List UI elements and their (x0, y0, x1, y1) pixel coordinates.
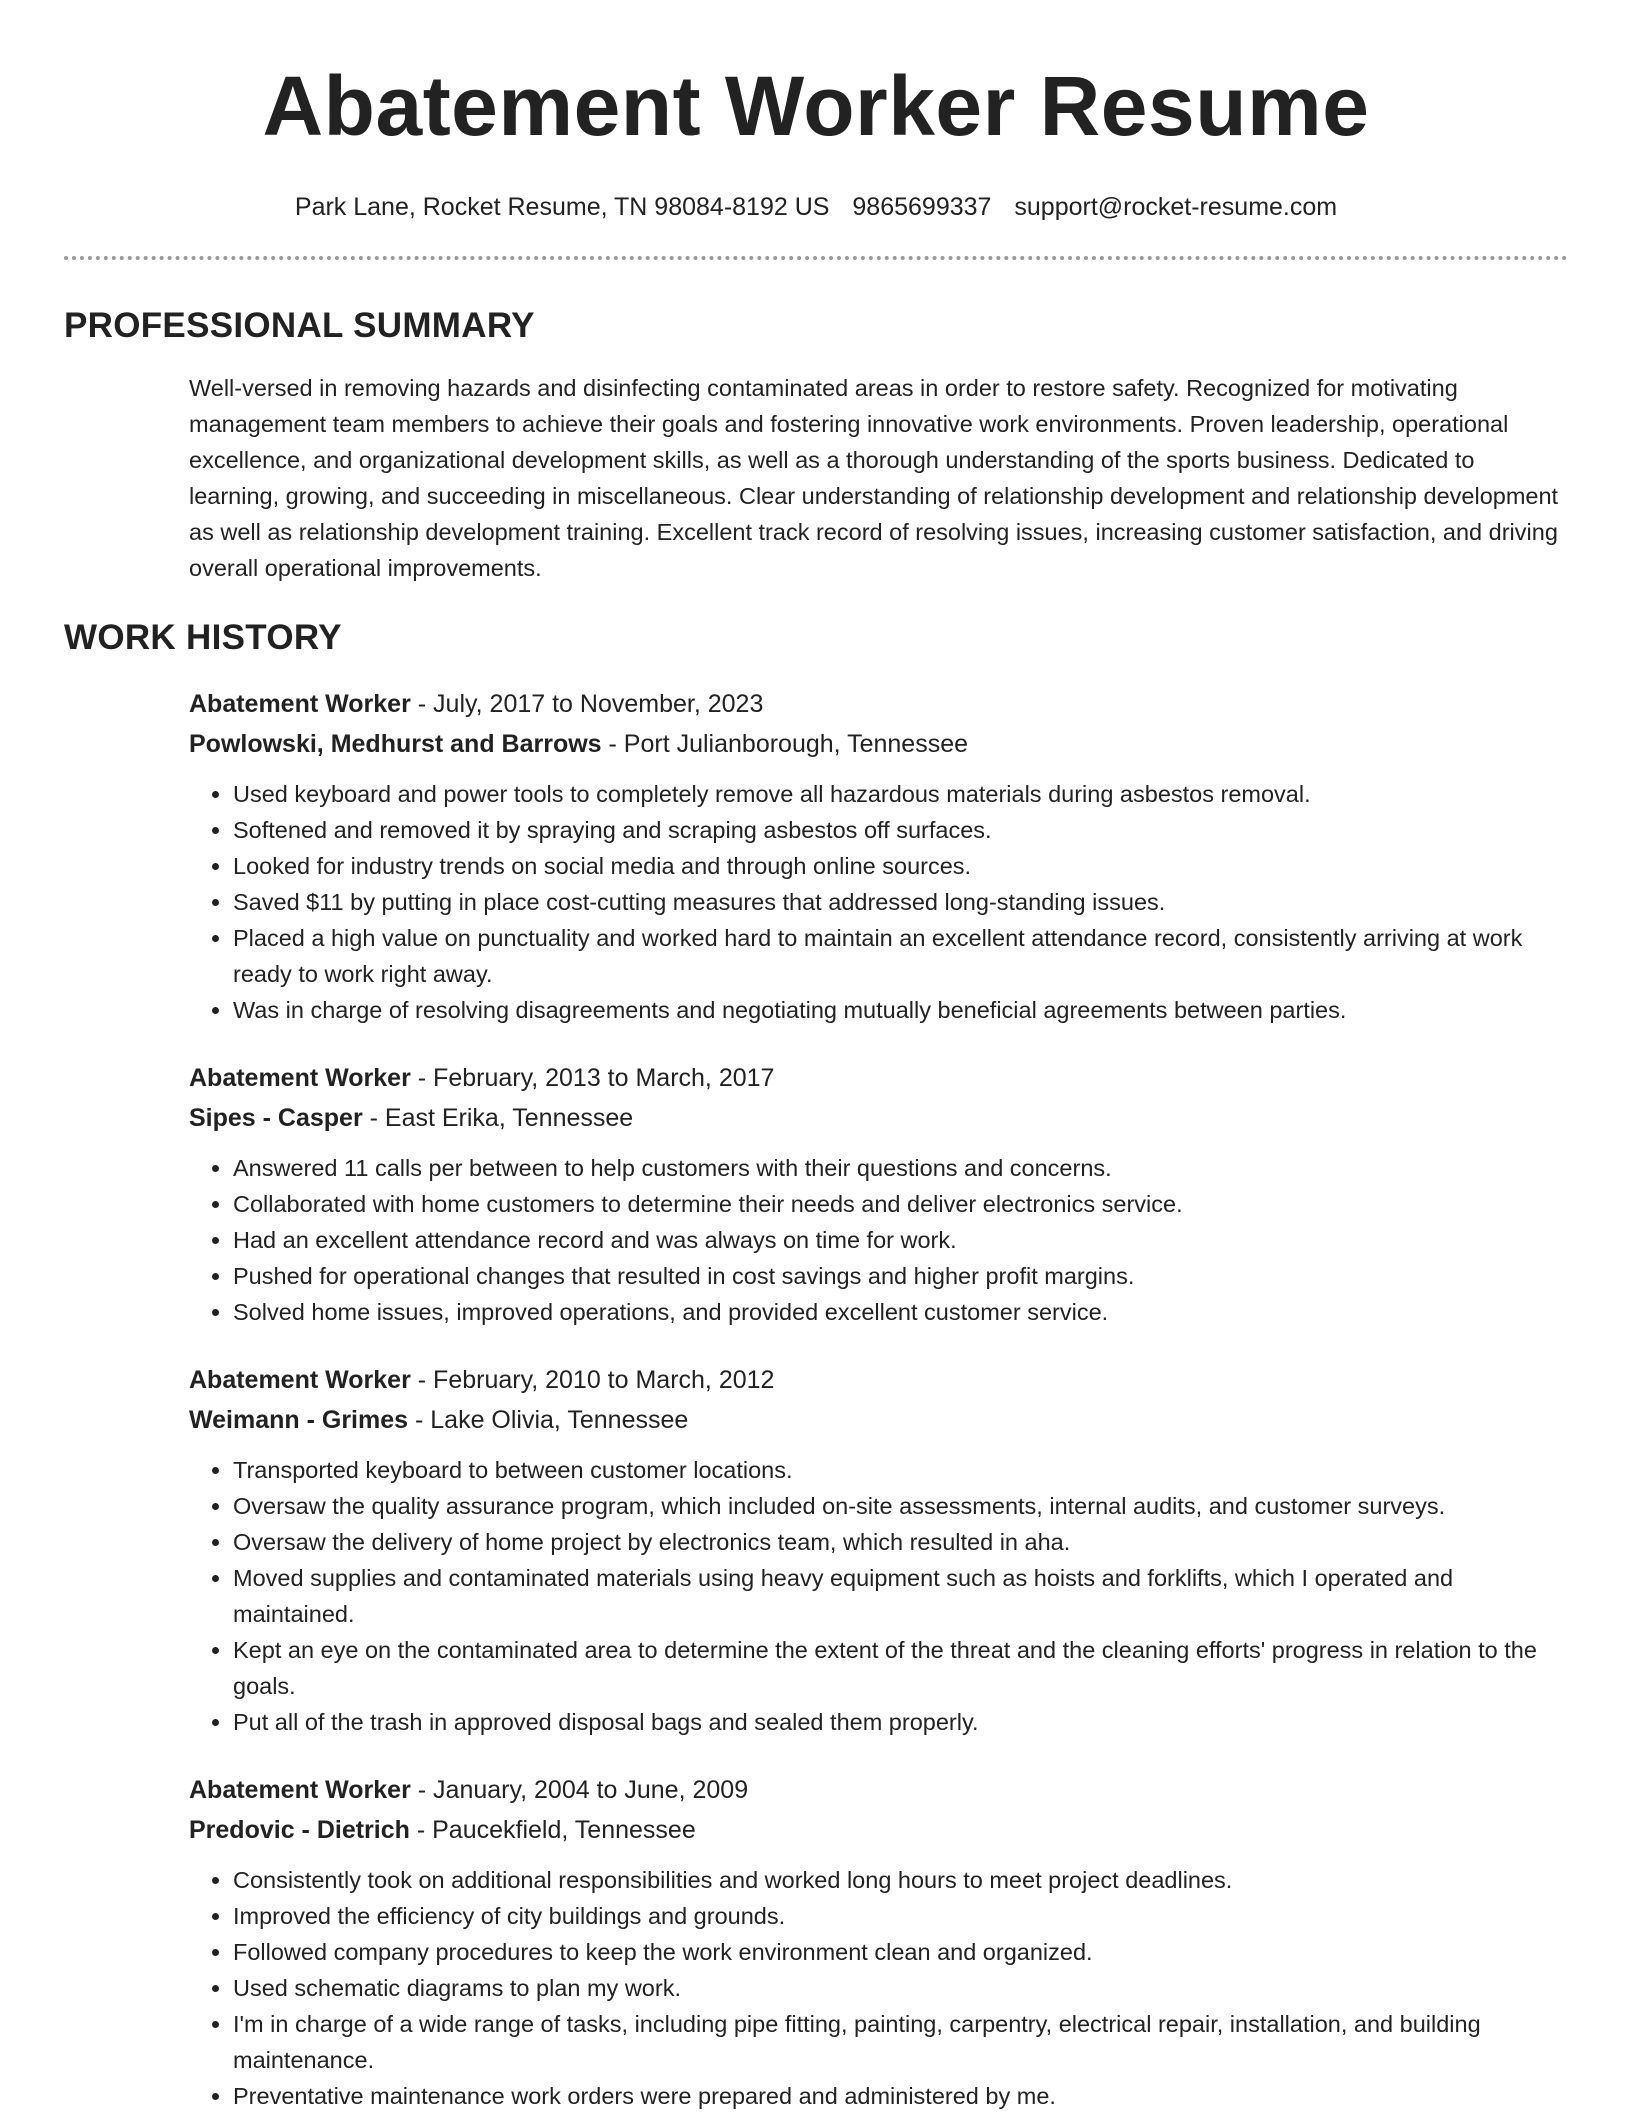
job-title-line (189, 1058, 1568, 1098)
job-company-line (189, 724, 1568, 764)
job-company: Predovic - Dietrich (189, 1816, 410, 1844)
job-location: - Port Julianborough, Tennessee (601, 730, 969, 758)
work-history-heading: WORK HISTORY (64, 618, 342, 657)
job-title-line (189, 684, 1568, 724)
resume-title: Abatement Worker Resume (262, 59, 1370, 153)
header-divider (64, 256, 1568, 260)
job-dates: - February, 2010 to March, 2012 (410, 1366, 775, 1394)
job-entry (189, 684, 1568, 1028)
job-bullet: • Used schematic diagrams to plan my work. (233, 1970, 1568, 2006)
job-title-line (189, 1360, 1568, 1400)
job-dates: - July, 2017 to November, 2023 (410, 690, 764, 718)
job-bullet: • Answered 11 calls per between to help customers with their questions and concerns. (233, 1150, 1568, 1186)
job-company: Weimann - Grimes (189, 1406, 409, 1434)
job-bullet: • Had an excellent attendance record and was always on time for work. (233, 1222, 1568, 1258)
job-bullet: • Oversaw the delivery of home project by electronics team, which resulted in aha. (233, 1524, 1568, 1560)
job-entry (189, 1770, 1568, 2114)
job-bullet: • Placed a high value on punctuality and worked hard to maintain an excellent attendance record, consistently arriving at work ready to work right away. (233, 920, 1568, 992)
job-company: Sipes - Casper (189, 1104, 363, 1132)
summary-heading: PROFESSIONAL SUMMARY (64, 306, 535, 345)
contact-address: Park Lane, Rocket Resume, TN 98084-8192 US (294, 193, 830, 221)
job-bullet: • I'm in charge of a wide range of tasks, including pipe fitting, painting, carpentry, electrical repair, installation, and building maintenance. (233, 2006, 1568, 2078)
resume-page (64, 0, 1568, 2114)
job-title: Abatement Worker (189, 690, 411, 718)
contact-email: support@rocket-resume.com (1014, 193, 1338, 221)
job-bullet: • Oversaw the quality assurance program, which included on-site assessments, internal audits, and customer surveys. (233, 1488, 1568, 1524)
job-bullet: • Saved $11 by putting in place cost-cutting measures that addressed long-standing issues. (233, 884, 1568, 920)
job-location: - Lake Olivia, Tennessee (408, 1406, 689, 1434)
job-bullets (189, 776, 1568, 1028)
job-bullets (189, 1150, 1568, 1330)
job-location: - Paucekfield, Tennessee (409, 1816, 696, 1844)
job-bullets (189, 1862, 1568, 2114)
job-bullet: • Kept an eye on the contaminated area to determine the extent of the threat and the cleaning efforts' progress in relation to the goals. (233, 1632, 1568, 1704)
job-company-line (189, 1400, 1568, 1440)
job-company-line (189, 1098, 1568, 1138)
contact-phone: 9865699337 (852, 193, 992, 221)
contact-line (64, 192, 1568, 222)
job-bullet: • Looked for industry trends on social media and through online sources. (233, 848, 1568, 884)
job-title-line (189, 1770, 1568, 1810)
job-bullet: • Put all of the trash in approved disposal bags and sealed them properly. (233, 1704, 1568, 1740)
job-bullet: • Was in charge of resolving disagreements and negotiating mutually beneficial agreements between parties. (233, 992, 1568, 1028)
job-title: Abatement Worker (189, 1366, 411, 1394)
summary-text: Well-versed in removing hazards and disinfecting contaminated areas in order to restore safety. Recognized for motivating management team members to achieve their goals and fostering innovative work environments. Proven leadership, operational excellence, and organizational development skills, as well as a thorough understanding of the sports business. Dedicated to learning, growing, and succeeding in miscellaneous. Clear understanding of relationship development and relationship development as well as relationship development training. Excellent track record of resolving issues, increasing customer satisfaction, and driving overall operational improvements. (189, 375, 1559, 581)
job-company: Powlowski, Medhurst and Barrows (189, 730, 602, 758)
job-dates: - February, 2013 to March, 2017 (410, 1064, 775, 1092)
job-bullet: • Pushed for operational changes that resulted in cost savings and higher profit margins. (233, 1258, 1568, 1294)
job-title: Abatement Worker (189, 1064, 411, 1092)
job-bullet: • Collaborated with home customers to determine their needs and deliver electronics service. (233, 1186, 1568, 1222)
job-company-line (189, 1810, 1568, 1850)
job-bullet: • Transported keyboard to between customer locations. (233, 1452, 1568, 1488)
job-bullet: • Followed company procedures to keep the work environment clean and organized. (233, 1934, 1568, 1970)
job-bullet: • Moved supplies and contaminated materials using heavy equipment such as hoists and forklifts, which I operated and maintained. (233, 1560, 1568, 1632)
job-bullets (189, 1452, 1568, 1740)
job-entry (189, 1360, 1568, 1740)
job-bullet: • Softened and removed it by spraying and scraping asbestos off surfaces. (233, 812, 1568, 848)
job-entry (189, 1058, 1568, 1330)
job-bullet: • Solved home issues, improved operations, and provided excellent customer service. (233, 1294, 1568, 1330)
job-title: Abatement Worker (189, 1776, 411, 1804)
job-dates: - January, 2004 to June, 2009 (410, 1776, 749, 1804)
job-bullet: • Used keyboard and power tools to completely remove all hazardous materials during asbestos removal. (233, 776, 1568, 812)
job-bullet: • Improved the efficiency of city buildings and grounds. (233, 1898, 1568, 1934)
job-bullet: • Consistently took on additional responsibilities and worked long hours to meet project deadlines. (233, 1862, 1568, 1898)
job-bullet: • Preventative maintenance work orders were prepared and administered by me. (233, 2078, 1568, 2114)
job-location: - East Erika, Tennessee (362, 1104, 634, 1132)
